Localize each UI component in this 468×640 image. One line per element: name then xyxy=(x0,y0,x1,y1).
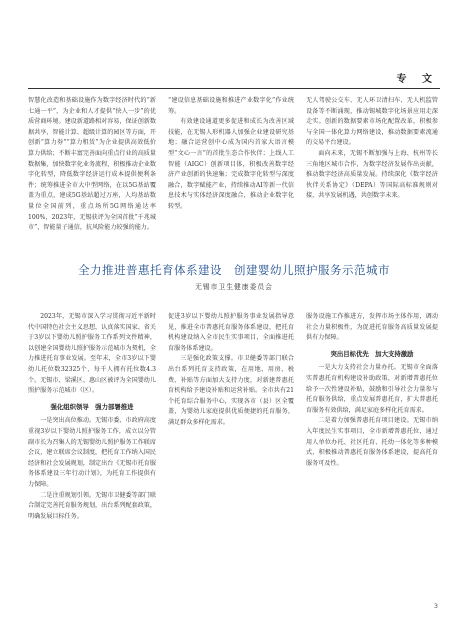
section-header-label: 专 文 xyxy=(396,74,438,85)
article-column-2 xyxy=(168,312,294,429)
article-col1-paragraph-2: 二是注重规划引领。无锡市卫健委等部门联合制定完善托育服务规划，出台系列配套政策，明确发展目标任务。 xyxy=(28,491,156,520)
section-heading: 突出目标优先 加大支持激励 xyxy=(330,349,414,358)
top-col3-paragraph-1: 无人驾驶公交车、无人环卫清扫车、无人机监管设备等不断涌现，推动锡城数字化场景应用走深走实。创新的数据要素市场化配置改革，积极参与全国一体化算力网络建设，推动数据要素流通的交易平台建设。 xyxy=(306,97,438,147)
top-col2-paragraph-1: “建设信息基础设施和推进产业数字化”作业统筹。 xyxy=(168,97,294,115)
header-divider xyxy=(28,88,440,89)
top-column-2 xyxy=(168,96,294,213)
article-col1-paragraph-1: 一是突出高位推动。无锡市委、市政府高度重视3岁以下婴幼儿照护服务工作，成立以分管副市长为召集人的无锡婴幼儿照护服务工作联席会议，建立联席会议制度，把托育工作纳入国民经济和社会发展规划，制定出台《无锡市托育服务体系建设三年行动计划》，为托育工作提供有力保障。 xyxy=(28,417,156,488)
top-column-1 xyxy=(28,96,156,234)
article-author: 无锡市卫生健康委员会 xyxy=(195,283,273,291)
top-col2-paragraph-2: 有效建设通道更多促进和成长为改善区域技能，在无锡人形机器人加强企业建设研究基地；融合运营创中心成为国内首家大语言模型“文心一言”的首批生态合作伙伴；上线人工智能（AIGC）创新项目体，积极改善数字经济产业创新的快速集；完成数字化转型与深度融合，数字赋能产业，持续推动AI等新一代信息技术与实体经济深度融合，推动企业数字化转型。 xyxy=(168,118,294,210)
article-intro: 2023年，无锡市深入学习贯彻习近平新时代中国特色社会主义思想，认真落实国家、省关于3岁以下婴幼儿照护服务工作系列文件精神，以创建全国婴幼儿照护服务示范城市为契机，全力推进托育事业发展。至年末，全市3岁以下婴幼儿托位数32325个，每千人拥有托位数4.3个。无锡市、梁溪区、惠山区被评为全国婴幼儿照护服务示范城市（区）。 xyxy=(28,313,156,395)
page-number: 3 xyxy=(433,602,438,610)
section-heading: 强化组织领导 强力部署推进 xyxy=(50,402,134,411)
article-col3-paragraph-2: 一是大力支持社会力量办托。无锡市全面落实普惠托育机构建设补助政策，对新增普惠托位给予一次性建设补贴，鼓励和引导社会力量参与托育服务供给，重点发展普惠托育，扩大普惠托育服务有效供给，满足家庭多样化托育需求。 xyxy=(306,364,438,414)
top-col1-paragraph: 智慧化改造和基础设施作为数字经济时代的“新七通一平”，为企业和人才提供“快人一步”的优质营商环境。建设新道路相对容易，保证创新数据共享，智能计算、超级计算的园区等方面，开创新“算力券”“算力租赁”为企业提供高效低价算力供给；不断丰富完善面向重点行业的高质量数据集，加快数字化业务流程，积极推动企业数字化转型，降低数字经济运行成本提供便利条件；统筹推进全市大中型网络，在以5G基站覆盖为重点，建成5G基站超过万座，人均基站数量位全国前列，重点场所5G网络通达率100%，2023年，无锡获评为全国首批“千兆城市”，智能量子通信，抗风险能力较强的能力。 xyxy=(28,97,156,232)
article-column-1 xyxy=(28,312,156,522)
article-col3-paragraph-3: 二是着力加强普惠托育项目建设。无锡市纳入年度民生实事项目，全市新增普惠托位，通过用人单位办托、社区托育、托幼一体化等多种模式，积极推动普惠托育服务体系建设，提高托育服务可及性。 xyxy=(306,417,438,467)
top-column-3 xyxy=(306,96,438,202)
article-column-3 xyxy=(306,312,438,469)
article-col3-paragraph-1: 服务设施工作推进方，发挥市场主体作用，调动社会力量积极性，为促进托育服务高质量发展提供有力保障。 xyxy=(306,313,438,342)
top-col3-paragraph-2: 面向未来，无锡不断加强与上海、杭州等长三角地区城市合作，为数字经济发展作出贡献，推动数字经济高质量发展。持续深化《数字经济伙伴关系协定》（DEPA）等国际高标准规则对接，共享发展机遇，共创数字未来。 xyxy=(306,149,438,200)
article-col2-paragraph-1: 促进3岁以下婴幼儿照护服务事业发展指导意见，推进全市普惠托育服务体系建设，把托育机构建设纳入全市民生实事项目，全面推进托育服务体系建设。 xyxy=(168,313,294,352)
article-col2-paragraph-2: 三是强化政策支撑。市卫健委等部门联合出台系列托育支持政策，在用地、用房、税费、补贴等方面加大支持力度，对新建普惠托育机构给予建设补贴和运营补贴。全市共有21个托育综合服务中心，实现各市（县）区全覆盖，为婴幼儿家庭提供优质便捷的托育服务，满足群众多样化需求。 xyxy=(168,355,294,426)
article-title: 全力推进普惠托育体系建设 创建婴幼儿照护服务示范城市 xyxy=(78,263,390,277)
